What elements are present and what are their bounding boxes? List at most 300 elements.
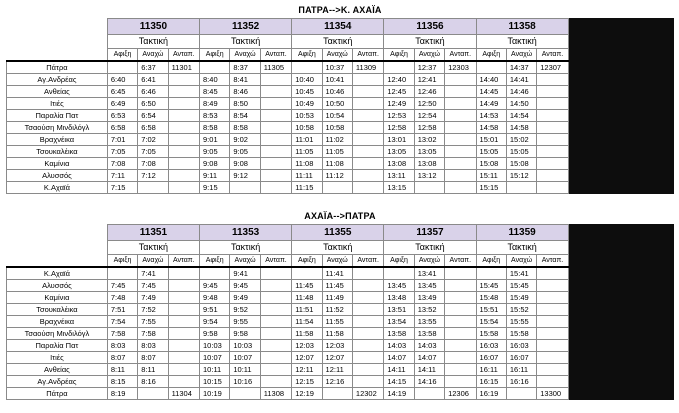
time-cell: 12:54 — [414, 110, 444, 122]
time-cell: 15:55 — [506, 316, 536, 328]
time-cell: 7:45 — [107, 280, 137, 292]
time-cell: 6:45 — [107, 86, 137, 98]
hidden-column-panel — [568, 110, 673, 122]
time-cell: 7:55 — [138, 316, 168, 328]
time-cell: 10:11 — [200, 364, 230, 376]
time-cell — [260, 316, 291, 328]
train-number: 11355 — [292, 225, 384, 241]
time-cell: 16:19 — [476, 388, 506, 400]
column-subheader: Αφιξη — [200, 49, 230, 62]
time-cell — [168, 304, 199, 316]
column-subheader: Αφιξη — [107, 49, 137, 62]
time-cell: 8:58 — [230, 122, 260, 134]
service-type-label: Τακτική — [384, 35, 476, 49]
column-subheader: Αναχώ — [322, 49, 352, 62]
time-cell — [260, 267, 291, 280]
time-cell: 11:52 — [322, 304, 352, 316]
time-cell: 11:54 — [292, 316, 322, 328]
time-cell: 11:58 — [322, 328, 352, 340]
time-cell: 14:11 — [414, 364, 444, 376]
time-cell: 11309 — [352, 61, 383, 74]
time-cell — [352, 98, 383, 110]
time-cell: 11:58 — [292, 328, 322, 340]
time-cell: 14:03 — [384, 340, 414, 352]
corner-cell — [7, 255, 108, 268]
time-cell: 11:45 — [322, 280, 352, 292]
time-cell: 15:05 — [506, 146, 536, 158]
station-row — [7, 376, 674, 388]
time-cell: 7:54 — [107, 316, 137, 328]
column-subheader: Αφιξη — [384, 255, 414, 268]
time-cell: 13:11 — [384, 170, 414, 182]
time-cell: 9:58 — [200, 328, 230, 340]
time-cell: 11:11 — [292, 170, 322, 182]
time-cell: 13:54 — [384, 316, 414, 328]
time-cell: 10:49 — [292, 98, 322, 110]
time-cell: 10:45 — [292, 86, 322, 98]
time-cell: 16:07 — [476, 352, 506, 364]
column-subheader: Αφιξη — [200, 255, 230, 268]
time-cell: 10:37 — [322, 61, 352, 74]
time-cell — [445, 182, 476, 194]
time-cell: 10:15 — [200, 376, 230, 388]
time-cell: 8:11 — [107, 364, 137, 376]
column-subheader: Αναχώ — [138, 255, 168, 268]
hidden-column-panel — [568, 182, 673, 194]
service-type-label: Τακτική — [476, 241, 568, 255]
station-row — [7, 158, 674, 170]
time-cell — [260, 304, 291, 316]
table-title: ΑΧΑΪΑ-->ΠΑΤΡΑ — [304, 211, 376, 221]
time-cell — [260, 182, 291, 194]
time-cell — [414, 388, 444, 400]
time-cell — [445, 110, 476, 122]
station-row — [7, 170, 674, 182]
time-cell — [322, 388, 352, 400]
time-cell: 10:50 — [322, 98, 352, 110]
time-cell: 6:41 — [138, 74, 168, 86]
time-cell — [260, 134, 291, 146]
station-row — [7, 146, 674, 158]
station-row — [7, 364, 674, 376]
station-row — [7, 304, 674, 316]
time-cell: 14:19 — [384, 388, 414, 400]
time-cell: 13:02 — [414, 134, 444, 146]
time-cell: 9:05 — [200, 146, 230, 158]
time-cell: 13:05 — [384, 146, 414, 158]
time-cell — [168, 170, 199, 182]
time-cell: 9:55 — [230, 316, 260, 328]
time-cell: 13:12 — [414, 170, 444, 182]
hidden-column-panel — [568, 328, 673, 340]
column-subheader: Αναχώ — [414, 49, 444, 62]
time-cell: 8:19 — [107, 388, 137, 400]
time-cell: 7:41 — [138, 267, 168, 280]
time-cell — [352, 158, 383, 170]
time-cell: 12:58 — [384, 122, 414, 134]
time-cell — [168, 328, 199, 340]
time-cell: 15:08 — [506, 158, 536, 170]
time-cell: 14:58 — [476, 122, 506, 134]
time-cell: 7:58 — [107, 328, 137, 340]
time-cell: 10:07 — [200, 352, 230, 364]
time-cell: 16:11 — [506, 364, 536, 376]
time-cell: 15:02 — [506, 134, 536, 146]
time-cell — [537, 328, 568, 340]
corner-cell — [7, 241, 108, 255]
time-cell: 9:11 — [200, 170, 230, 182]
time-cell — [537, 170, 568, 182]
time-cell: 14:07 — [384, 352, 414, 364]
time-cell — [168, 364, 199, 376]
time-cell — [168, 122, 199, 134]
column-subheader: Αφιξη — [292, 255, 322, 268]
time-cell — [537, 134, 568, 146]
time-cell: 14:15 — [384, 376, 414, 388]
station-row — [7, 110, 674, 122]
time-cell: 12:49 — [384, 98, 414, 110]
time-cell: 11304 — [168, 388, 199, 400]
time-cell — [352, 292, 383, 304]
time-cell — [506, 388, 536, 400]
time-cell — [352, 280, 383, 292]
time-cell: 9:05 — [230, 146, 260, 158]
time-cell — [168, 134, 199, 146]
time-cell: 13:45 — [384, 280, 414, 292]
train-number: 11357 — [384, 225, 476, 241]
time-cell — [506, 182, 536, 194]
time-cell: 12:15 — [292, 376, 322, 388]
time-cell — [445, 316, 476, 328]
time-cell: 14:45 — [476, 86, 506, 98]
time-cell — [445, 122, 476, 134]
schedule-body — [7, 225, 674, 400]
time-cell: 16:07 — [506, 352, 536, 364]
hidden-column-panel — [568, 352, 673, 364]
column-subheader: Ανταπ. — [352, 49, 383, 62]
time-cell: 8:58 — [200, 122, 230, 134]
time-cell — [260, 110, 291, 122]
time-cell: 12:19 — [292, 388, 322, 400]
station-name: Καμίνια — [7, 292, 108, 304]
time-cell — [200, 61, 230, 74]
hidden-column-panel — [568, 304, 673, 316]
time-cell: 11:05 — [322, 146, 352, 158]
time-cell: 12:03 — [322, 340, 352, 352]
schedule-table — [6, 224, 674, 400]
time-cell: 15:51 — [476, 304, 506, 316]
train-number-row — [7, 225, 674, 241]
column-subheader: Αναχώ — [322, 255, 352, 268]
time-cell: 8:37 — [230, 61, 260, 74]
time-cell: 15:08 — [476, 158, 506, 170]
hidden-column-panel — [568, 74, 673, 86]
time-cell: 11:49 — [322, 292, 352, 304]
column-subheader: Αναχώ — [414, 255, 444, 268]
station-row — [7, 280, 674, 292]
time-cell: 11:48 — [292, 292, 322, 304]
time-cell: 12:41 — [414, 74, 444, 86]
hidden-column-panel — [568, 316, 673, 328]
time-cell — [445, 292, 476, 304]
time-cell: 8:45 — [200, 86, 230, 98]
time-cell — [138, 182, 168, 194]
train-number: 11352 — [200, 19, 292, 35]
time-cell — [260, 86, 291, 98]
time-cell: 10:07 — [230, 352, 260, 364]
time-cell: 9:45 — [200, 280, 230, 292]
time-cell — [138, 388, 168, 400]
corner-cell — [7, 49, 108, 62]
time-cell: 6:58 — [138, 122, 168, 134]
time-cell: 14:49 — [476, 98, 506, 110]
time-cell — [445, 328, 476, 340]
time-cell: 12:46 — [414, 86, 444, 98]
time-cell: 10:03 — [200, 340, 230, 352]
time-cell — [292, 61, 322, 74]
column-subheader: Αφιξη — [476, 49, 506, 62]
time-cell: 11:15 — [292, 182, 322, 194]
time-cell: 13:41 — [414, 267, 444, 280]
time-cell: 11:45 — [292, 280, 322, 292]
station-name: Παραλία Πατ — [7, 340, 108, 352]
hidden-column-panel — [568, 255, 673, 268]
time-cell: 15:05 — [476, 146, 506, 158]
column-subheader-row — [7, 255, 674, 268]
time-cell: 11301 — [168, 61, 199, 74]
time-cell — [352, 376, 383, 388]
service-type-row — [7, 35, 674, 49]
column-subheader: Ανταπ. — [445, 49, 476, 62]
hidden-column-panel — [568, 267, 673, 280]
time-cell — [537, 376, 568, 388]
station-row — [7, 86, 674, 98]
time-cell — [537, 280, 568, 292]
time-cell: 13:48 — [384, 292, 414, 304]
time-cell: 6:54 — [138, 110, 168, 122]
station-name: Αλυσσός — [7, 280, 108, 292]
corner-cell — [7, 19, 108, 35]
time-cell: 14:41 — [506, 74, 536, 86]
time-cell — [445, 267, 476, 280]
time-cell: 9:41 — [230, 267, 260, 280]
station-row — [7, 292, 674, 304]
column-subheader: Αφιξη — [107, 255, 137, 268]
time-cell — [260, 158, 291, 170]
time-cell: 11308 — [260, 388, 291, 400]
column-subheader-row — [7, 49, 674, 62]
time-cell: 14:07 — [414, 352, 444, 364]
station-name: Ιτιές — [7, 98, 108, 110]
column-subheader: Αναχώ — [230, 49, 260, 62]
station-name: Αλυσσός — [7, 170, 108, 182]
time-cell: 8:41 — [230, 74, 260, 86]
time-cell: 12:03 — [292, 340, 322, 352]
time-cell: 12303 — [445, 61, 476, 74]
time-cell — [384, 267, 414, 280]
time-cell: 15:45 — [476, 280, 506, 292]
time-cell: 9:51 — [200, 304, 230, 316]
hidden-column-panel — [568, 158, 673, 170]
service-type-label: Τακτική — [107, 35, 199, 49]
time-cell: 12:37 — [414, 61, 444, 74]
station-row — [7, 267, 674, 280]
train-number: 11353 — [200, 225, 292, 241]
time-cell — [322, 182, 352, 194]
time-cell: 14:16 — [414, 376, 444, 388]
time-cell: 12:07 — [292, 352, 322, 364]
hidden-column-panel — [568, 35, 673, 49]
time-cell: 13:51 — [384, 304, 414, 316]
time-cell: 10:11 — [230, 364, 260, 376]
time-cell — [260, 328, 291, 340]
time-cell: 9:08 — [230, 158, 260, 170]
train-number: 11359 — [476, 225, 568, 241]
time-cell: 11:55 — [322, 316, 352, 328]
time-cell — [414, 182, 444, 194]
time-cell: 8:49 — [200, 98, 230, 110]
time-cell: 6:49 — [107, 98, 137, 110]
time-cell: 9:52 — [230, 304, 260, 316]
station-name: Τσουκαλέικα — [7, 304, 108, 316]
time-cell: 7:49 — [138, 292, 168, 304]
service-type-label: Τακτική — [200, 35, 292, 49]
time-cell — [168, 316, 199, 328]
time-cell — [168, 292, 199, 304]
station-row — [7, 340, 674, 352]
time-cell: 7:08 — [107, 158, 137, 170]
time-cell: 15:15 — [476, 182, 506, 194]
time-cell: 14:11 — [384, 364, 414, 376]
time-cell: 12:45 — [384, 86, 414, 98]
time-cell: 6:53 — [107, 110, 137, 122]
time-cell — [537, 316, 568, 328]
station-row — [7, 316, 674, 328]
time-cell — [445, 146, 476, 158]
column-subheader: Ανταπ. — [352, 255, 383, 268]
time-cell — [352, 352, 383, 364]
service-type-label: Τακτική — [476, 35, 568, 49]
time-cell — [537, 340, 568, 352]
time-cell: 10:40 — [292, 74, 322, 86]
time-cell: 15:52 — [506, 304, 536, 316]
column-subheader: Ανταπ. — [260, 49, 291, 62]
time-cell: 8:16 — [138, 376, 168, 388]
time-cell — [537, 122, 568, 134]
station-name: Αγ.Ανδρέας — [7, 376, 108, 388]
station-row — [7, 182, 674, 194]
hidden-column-panel — [568, 364, 673, 376]
column-subheader: Αναχώ — [506, 49, 536, 62]
station-name: Πάτρα — [7, 61, 108, 74]
time-cell — [260, 280, 291, 292]
column-subheader: Αφιξη — [384, 49, 414, 62]
column-subheader: Ανταπ. — [445, 255, 476, 268]
time-cell: 11305 — [260, 61, 291, 74]
time-cell — [260, 376, 291, 388]
time-cell — [230, 388, 260, 400]
time-cell: 6:58 — [107, 122, 137, 134]
service-type-row — [7, 241, 674, 255]
time-cell: 15:41 — [506, 267, 536, 280]
time-cell: 8:46 — [230, 86, 260, 98]
hidden-column-panel — [568, 225, 673, 241]
time-cell — [168, 280, 199, 292]
station-name: Τσουκαλέικα — [7, 146, 108, 158]
time-cell — [537, 110, 568, 122]
time-cell: 12302 — [352, 388, 383, 400]
hidden-column-panel — [568, 146, 673, 158]
service-type-label: Τακτική — [292, 35, 384, 49]
hidden-column-panel — [568, 170, 673, 182]
station-name: Τσαούση Μινδιλόγλ — [7, 122, 108, 134]
time-cell — [537, 146, 568, 158]
time-cell — [537, 292, 568, 304]
column-subheader: Ανταπ. — [168, 49, 199, 62]
time-cell: 8:53 — [200, 110, 230, 122]
time-cell: 7:08 — [138, 158, 168, 170]
time-cell: 16:03 — [506, 340, 536, 352]
time-cell — [352, 110, 383, 122]
time-cell — [107, 267, 137, 280]
time-cell — [260, 122, 291, 134]
time-cell: 12:58 — [414, 122, 444, 134]
time-cell: 11:05 — [292, 146, 322, 158]
time-cell — [168, 352, 199, 364]
column-subheader: Αναχώ — [230, 255, 260, 268]
time-cell: 14:40 — [476, 74, 506, 86]
time-cell: 14:58 — [506, 122, 536, 134]
time-cell: 10:46 — [322, 86, 352, 98]
corner-cell — [7, 35, 108, 49]
time-cell — [537, 182, 568, 194]
time-cell — [260, 146, 291, 158]
time-cell — [445, 74, 476, 86]
time-cell: 15:58 — [506, 328, 536, 340]
time-cell — [445, 170, 476, 182]
time-cell: 10:16 — [230, 376, 260, 388]
time-cell: 8:54 — [230, 110, 260, 122]
column-subheader: Αναχώ — [506, 255, 536, 268]
time-cell: 15:45 — [506, 280, 536, 292]
time-cell: 14:03 — [414, 340, 444, 352]
time-cell: 9:58 — [230, 328, 260, 340]
time-cell: 6:40 — [107, 74, 137, 86]
station-row — [7, 74, 674, 86]
time-cell — [537, 98, 568, 110]
time-cell: 6:50 — [138, 98, 168, 110]
time-cell: 15:58 — [476, 328, 506, 340]
time-cell: 8:40 — [200, 74, 230, 86]
time-cell: 16:16 — [506, 376, 536, 388]
time-cell — [537, 352, 568, 364]
time-cell: 11:08 — [322, 158, 352, 170]
station-name: Βραχνέικα — [7, 134, 108, 146]
hidden-column-panel — [568, 376, 673, 388]
time-cell — [352, 304, 383, 316]
time-cell — [352, 328, 383, 340]
time-cell: 14:50 — [506, 98, 536, 110]
time-cell: 10:58 — [322, 122, 352, 134]
hidden-column-panel — [568, 61, 673, 74]
corner-cell — [7, 225, 108, 241]
time-cell: 13:08 — [414, 158, 444, 170]
time-cell: 15:01 — [476, 134, 506, 146]
time-cell — [260, 352, 291, 364]
time-cell — [445, 376, 476, 388]
hidden-column-panel — [568, 98, 673, 110]
time-cell: 12:11 — [292, 364, 322, 376]
